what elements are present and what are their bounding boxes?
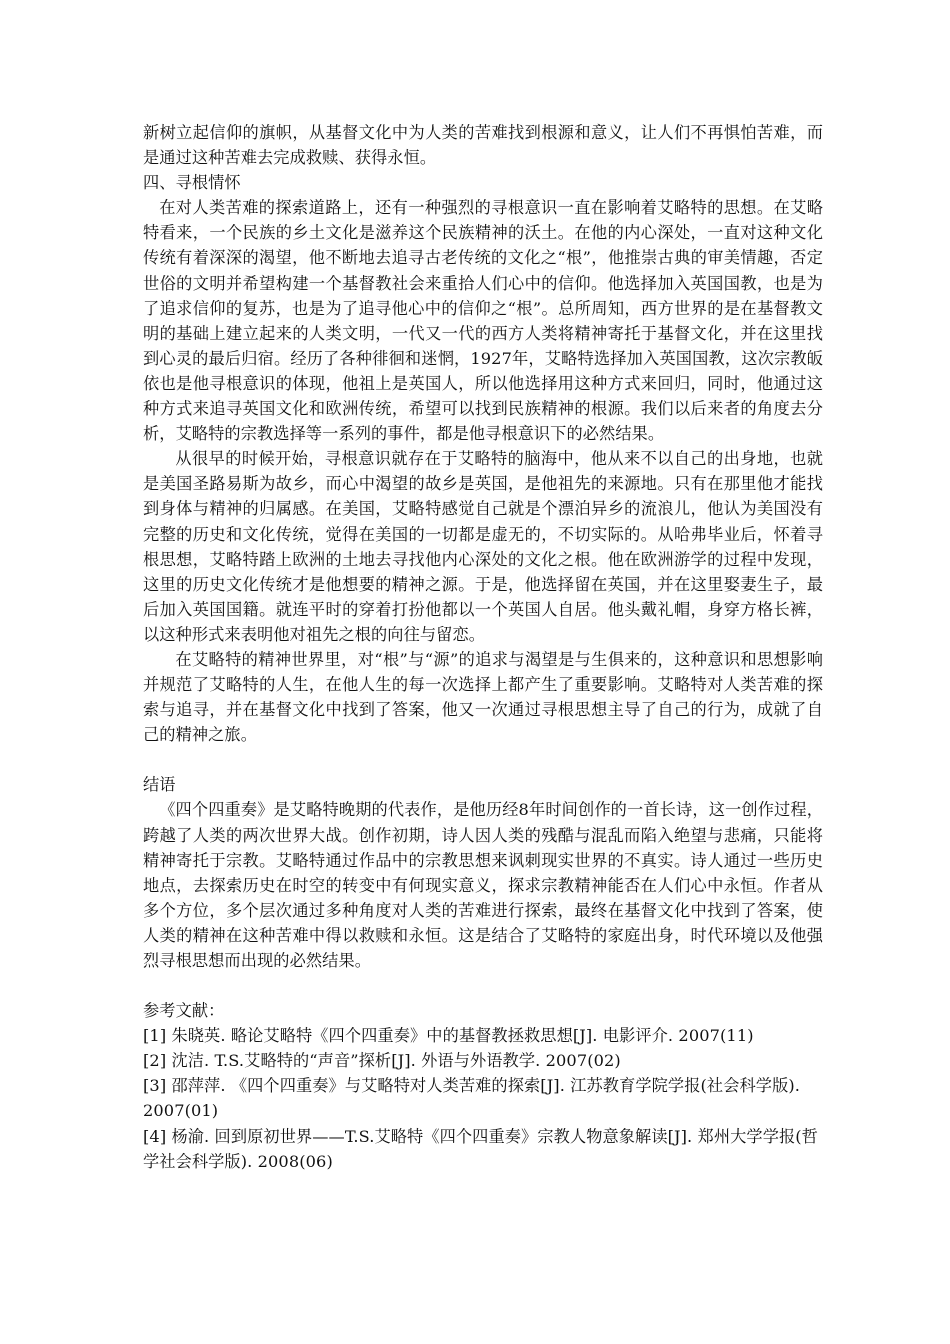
references-heading: 参考文献： — [143, 1001, 225, 1021]
conclusion-heading: 结语 — [143, 775, 176, 795]
reference-item: [1] 朱晓英. 略论艾略特《四个四重奏》中的基督教拯救思想[J]. 电影评介. 2007(11) — [143, 1026, 754, 1046]
reference-item: [4] 杨渝. 回到原初世界——T.S.艾略特《四个四重奏》宗教人物意象解读[J]. 郑州大学学报(哲学社会科学版). 2008(06) — [143, 1126, 818, 1171]
reference-item: [3] 邵萍萍. 《四个四重奏》与艾略特对人类苦难的探索[J]. 江苏教育学院学报(社会科学版). 2007(01) — [143, 1076, 801, 1121]
reference-item: [2] 沈洁. T.S.艾略特的“声音”探析[J]. 外语与外语教学. 2007(02) — [143, 1051, 621, 1071]
document-page — [143, 120, 823, 1174]
body-paragraph-3: 在艾略特的精神世界里，对“根”与“源”的追求与渴望是与生俱来的，这种意识和思想影响并规范了艾略特的人生，在他人生的每一次选择上都产生了重要影响。艾略特对人类苦难的探索与追寻，并在基督文化中找到了答案，他又一次通过寻根思想主导了自己的行为，成就了自己的精神之旅。 — [143, 649, 823, 745]
continuation-paragraph: 新树立起信仰的旗帜，从基督文化中为人类的苦难找到根源和意义，让人们不再惧怕苦难，而是通过这种苦难去完成救赎、获得永恒。 — [143, 123, 823, 168]
conclusion-paragraph: 《四个四重奏》是艾略特晚期的代表作，是他历经8年时间创作的一首长诗，这一创作过程，跨越了人类的两次世界大战。创作初期，诗人因人类的残酷与混乱而陷入绝望与悲痛，只能将精神寄托于宗教。艾略特通过作品中的宗教思想来讽刺现实世界的不真实。诗人通过一些历史地点，去探索历史在时空的转变中有何现实意义，探求宗教精神能否在人们心中永恒。作者从多个方位，多个层次通过多种角度对人类的苦难进行探索，最终在基督文化中找到了答案，使人类的精神在这种苦难中得以救赎和永恒。这是结合了艾略特的家庭出身，时代环境以及他强烈寻根思想而出现的必然结果。 — [143, 800, 823, 970]
body-paragraph-1: 在对人类苦难的探索道路上，还有一种强烈的寻根意识一直在影响着艾略特的思想。在艾略特看来，一个民族的乡土文化是滋养这个民族精神的沃土。在他的内心深处，一直对这种文化传统有着深深的渴望，他不断地去追寻古老传统的文化之“根”，他推崇古典的审美情趣，否定世俗的文明并希望构建一个基督教社会来重拾人们心中的信仰。他选择加入英国国教，也是为了追求信仰的复苏，也是为了追寻他心中的信仰之“根”。总所周知，西方世界的是在基督教文明的基础上建立起来的人类文明，一代又一代的西方人类将精神寄托于基督文化，并在这里找到心灵的最后归宿。经历了各种徘徊和迷惘，1927年，艾略特选择加入英国国教，这次宗教皈依也是他寻根意识的体现，他祖上是英国人，所以他选择用这种方式来回归，同时，他通过这种方式来追寻英国文化和欧洲传统，希望可以找到民族精神的根源。我们以后来者的角度去分析，艾略特的宗教选择等一系列的事件，都是他寻根意识下的必然结果。 — [143, 198, 823, 444]
spacer — [143, 747, 823, 772]
spacer — [143, 973, 823, 998]
body-paragraph-2: 从很早的时候开始，寻根意识就存在于艾略特的脑海中，他从来不以自己的出身地，也就是美国圣路易斯为故乡，而心中渴望的故乡是英国，是他祖先的来源地。只有在那里他才能找到身体与精神的归属感。在美国，艾略特感觉自己就是个漂泊异乡的流浪儿，他认为美国没有完整的历史和文化传统，觉得在美国的一切都是虚无的，不切实际的。从哈弗毕业后，怀着寻根思想，艾略特踏上欧洲的土地去寻找他内心深处的文化之根。他在欧洲游学的过程中发现，这里的历史文化传统才是他想要的精神之源。于是，他选择留在英国，并在这里娶妻生子，最后加入英国国籍。就连平时的穿着打扮他都以一个英国人自居。他头戴礼帽，身穿方格长裤，以这种形式来表明他对祖先之根的向往与留恋。 — [143, 449, 823, 644]
section-heading-root-seeking: 四、寻根情怀 — [143, 173, 241, 193]
